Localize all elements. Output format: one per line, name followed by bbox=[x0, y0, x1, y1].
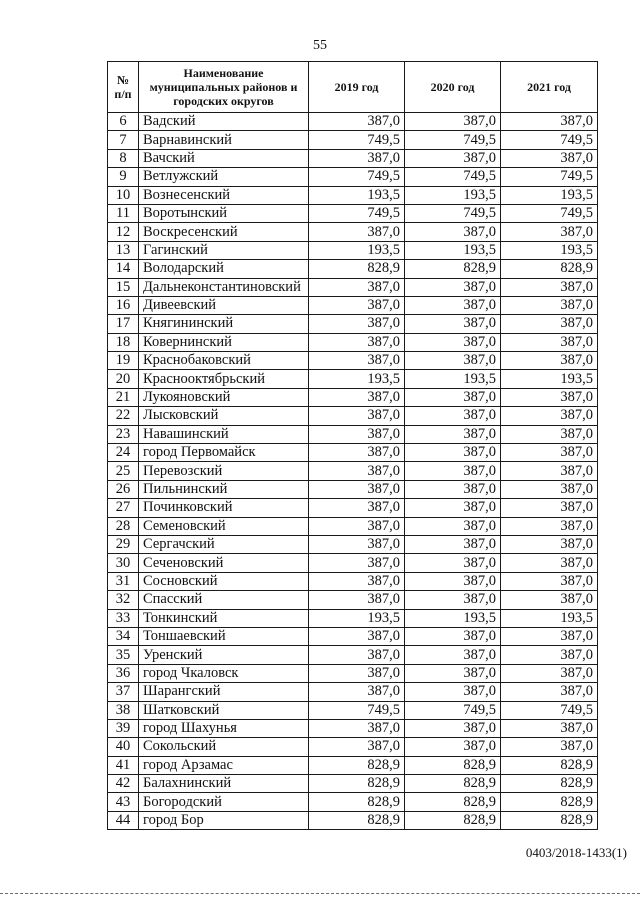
value-2021-cell: 387,0 bbox=[501, 683, 598, 701]
allocation-table bbox=[107, 61, 598, 830]
value-2020-cell: 749,5 bbox=[405, 204, 501, 222]
value-2020-cell: 749,5 bbox=[405, 701, 501, 719]
value-2020-cell: 387,0 bbox=[405, 223, 501, 241]
table-row bbox=[108, 591, 598, 609]
value-2019-cell: 387,0 bbox=[309, 719, 405, 737]
municipality-cell: Сеченовский bbox=[139, 554, 309, 572]
municipality-cell: Пильнинский bbox=[139, 480, 309, 498]
table-row bbox=[108, 149, 598, 167]
row-number-cell: 39 bbox=[108, 719, 139, 737]
table-row bbox=[108, 738, 598, 756]
value-2021-cell: 749,5 bbox=[501, 204, 598, 222]
value-2021-cell: 387,0 bbox=[501, 388, 598, 406]
value-2019-cell: 387,0 bbox=[309, 627, 405, 645]
value-2020-cell: 387,0 bbox=[405, 591, 501, 609]
value-2020-cell: 387,0 bbox=[405, 517, 501, 535]
value-2021-cell: 387,0 bbox=[501, 462, 598, 480]
table-row bbox=[108, 646, 598, 664]
table-row bbox=[108, 260, 598, 278]
row-number-cell: 43 bbox=[108, 793, 139, 811]
table-row bbox=[108, 627, 598, 645]
table-row bbox=[108, 701, 598, 719]
value-2019-cell: 193,5 bbox=[309, 370, 405, 388]
municipality-cell: Сосновский bbox=[139, 572, 309, 590]
value-2019-cell: 387,0 bbox=[309, 278, 405, 296]
table-row bbox=[108, 131, 598, 149]
header-municipality: Наименование муниципальных районов и городских округов bbox=[139, 62, 309, 113]
municipality-cell: Княгининский bbox=[139, 315, 309, 333]
row-number-cell: 28 bbox=[108, 517, 139, 535]
value-2021-cell: 828,9 bbox=[501, 811, 598, 829]
table-body bbox=[108, 113, 598, 830]
value-2019-cell: 828,9 bbox=[309, 260, 405, 278]
municipality-cell: Починковский bbox=[139, 499, 309, 517]
value-2020-cell: 828,9 bbox=[405, 756, 501, 774]
municipality-cell: Дальнеконстантиновский bbox=[139, 278, 309, 296]
value-2021-cell: 387,0 bbox=[501, 149, 598, 167]
value-2020-cell: 828,9 bbox=[405, 793, 501, 811]
value-2020-cell: 387,0 bbox=[405, 572, 501, 590]
table-row bbox=[108, 315, 598, 333]
value-2020-cell: 828,9 bbox=[405, 260, 501, 278]
value-2021-cell: 387,0 bbox=[501, 425, 598, 443]
value-2021-cell: 193,5 bbox=[501, 609, 598, 627]
row-number-cell: 6 bbox=[108, 113, 139, 131]
municipality-cell: Сергачский bbox=[139, 535, 309, 553]
table-row bbox=[108, 425, 598, 443]
table-header-row bbox=[108, 62, 598, 113]
value-2021-cell: 387,0 bbox=[501, 627, 598, 645]
value-2020-cell: 387,0 bbox=[405, 352, 501, 370]
row-number-cell: 22 bbox=[108, 407, 139, 425]
value-2019-cell: 387,0 bbox=[309, 223, 405, 241]
document-code: 0403/2018-1433(1) bbox=[525, 845, 627, 860]
value-2019-cell: 387,0 bbox=[309, 683, 405, 701]
table-row bbox=[108, 296, 598, 314]
value-2021-cell: 387,0 bbox=[501, 738, 598, 756]
table-row bbox=[108, 352, 598, 370]
table-row bbox=[108, 333, 598, 351]
row-number-cell: 29 bbox=[108, 535, 139, 553]
value-2020-cell: 387,0 bbox=[405, 315, 501, 333]
table-row bbox=[108, 113, 598, 131]
municipality-cell: Тонкинский bbox=[139, 609, 309, 627]
municipality-cell: Уренский bbox=[139, 646, 309, 664]
value-2020-cell: 387,0 bbox=[405, 149, 501, 167]
municipality-cell: Воскресенский bbox=[139, 223, 309, 241]
value-2019-cell: 749,5 bbox=[309, 701, 405, 719]
header-year-2021: 2021 год bbox=[501, 62, 598, 113]
table-row bbox=[108, 572, 598, 590]
table-row bbox=[108, 444, 598, 462]
table-row bbox=[108, 719, 598, 737]
scan-edge-line bbox=[0, 893, 640, 894]
value-2020-cell: 387,0 bbox=[405, 646, 501, 664]
table-row bbox=[108, 517, 598, 535]
value-2021-cell: 387,0 bbox=[501, 296, 598, 314]
value-2021-cell: 828,9 bbox=[501, 756, 598, 774]
value-2021-cell: 387,0 bbox=[501, 719, 598, 737]
value-2021-cell: 193,5 bbox=[501, 370, 598, 388]
table-row bbox=[108, 499, 598, 517]
value-2020-cell: 387,0 bbox=[405, 407, 501, 425]
value-2019-cell: 387,0 bbox=[309, 444, 405, 462]
municipality-cell: Краснобаковский bbox=[139, 352, 309, 370]
value-2021-cell: 387,0 bbox=[501, 517, 598, 535]
municipality-cell: Перевозский bbox=[139, 462, 309, 480]
table-row bbox=[108, 775, 598, 793]
value-2020-cell: 193,5 bbox=[405, 609, 501, 627]
table-row bbox=[108, 370, 598, 388]
value-2020-cell: 387,0 bbox=[405, 113, 501, 131]
value-2019-cell: 387,0 bbox=[309, 591, 405, 609]
municipality-cell: Сокольский bbox=[139, 738, 309, 756]
value-2019-cell: 387,0 bbox=[309, 499, 405, 517]
table-row bbox=[108, 811, 598, 829]
value-2019-cell: 387,0 bbox=[309, 646, 405, 664]
value-2020-cell: 387,0 bbox=[405, 535, 501, 553]
value-2019-cell: 828,9 bbox=[309, 811, 405, 829]
row-number-cell: 21 bbox=[108, 388, 139, 406]
value-2020-cell: 387,0 bbox=[405, 480, 501, 498]
row-number-cell: 8 bbox=[108, 149, 139, 167]
table-row bbox=[108, 223, 598, 241]
value-2019-cell: 387,0 bbox=[309, 462, 405, 480]
row-number-cell: 14 bbox=[108, 260, 139, 278]
value-2019-cell: 387,0 bbox=[309, 664, 405, 682]
municipality-cell: Шатковский bbox=[139, 701, 309, 719]
value-2019-cell: 749,5 bbox=[309, 204, 405, 222]
page-number: 55 bbox=[313, 38, 327, 53]
value-2019-cell: 387,0 bbox=[309, 333, 405, 351]
table-row bbox=[108, 241, 598, 259]
value-2021-cell: 387,0 bbox=[501, 535, 598, 553]
value-2020-cell: 387,0 bbox=[405, 444, 501, 462]
value-2021-cell: 387,0 bbox=[501, 499, 598, 517]
municipality-cell: Богородский bbox=[139, 793, 309, 811]
value-2020-cell: 193,5 bbox=[405, 186, 501, 204]
municipality-cell: Ветлужский bbox=[139, 168, 309, 186]
row-number-cell: 18 bbox=[108, 333, 139, 351]
municipality-cell: город Чкаловск bbox=[139, 664, 309, 682]
table-row bbox=[108, 683, 598, 701]
row-number-cell: 37 bbox=[108, 683, 139, 701]
value-2021-cell: 387,0 bbox=[501, 444, 598, 462]
municipality-cell: Вознесенский bbox=[139, 186, 309, 204]
municipality-cell: Вачский bbox=[139, 149, 309, 167]
value-2019-cell: 828,9 bbox=[309, 756, 405, 774]
table-row bbox=[108, 554, 598, 572]
table-row bbox=[108, 756, 598, 774]
value-2021-cell: 828,9 bbox=[501, 793, 598, 811]
municipality-cell: Балахнинский bbox=[139, 775, 309, 793]
table-row bbox=[108, 388, 598, 406]
municipality-cell: Семеновский bbox=[139, 517, 309, 535]
value-2021-cell: 387,0 bbox=[501, 664, 598, 682]
value-2021-cell: 387,0 bbox=[501, 352, 598, 370]
value-2019-cell: 387,0 bbox=[309, 535, 405, 553]
value-2021-cell: 749,5 bbox=[501, 131, 598, 149]
header-year-2020: 2020 год bbox=[405, 62, 501, 113]
value-2020-cell: 387,0 bbox=[405, 425, 501, 443]
municipality-cell: Тоншаевский bbox=[139, 627, 309, 645]
municipality-cell: город Шахунья bbox=[139, 719, 309, 737]
municipality-cell: город Первомайск bbox=[139, 444, 309, 462]
value-2020-cell: 387,0 bbox=[405, 278, 501, 296]
value-2019-cell: 193,5 bbox=[309, 186, 405, 204]
table-row bbox=[108, 535, 598, 553]
row-number-cell: 26 bbox=[108, 480, 139, 498]
value-2020-cell: 387,0 bbox=[405, 554, 501, 572]
row-number-cell: 27 bbox=[108, 499, 139, 517]
value-2020-cell: 387,0 bbox=[405, 388, 501, 406]
row-number-cell: 25 bbox=[108, 462, 139, 480]
table-row bbox=[108, 407, 598, 425]
row-number-cell: 32 bbox=[108, 591, 139, 609]
value-2020-cell: 828,9 bbox=[405, 811, 501, 829]
value-2019-cell: 387,0 bbox=[309, 572, 405, 590]
value-2019-cell: 387,0 bbox=[309, 352, 405, 370]
row-number-cell: 20 bbox=[108, 370, 139, 388]
row-number-cell: 34 bbox=[108, 627, 139, 645]
municipality-cell: Вадский bbox=[139, 113, 309, 131]
value-2020-cell: 387,0 bbox=[405, 462, 501, 480]
municipality-cell: город Бор bbox=[139, 811, 309, 829]
value-2021-cell: 387,0 bbox=[501, 591, 598, 609]
table-row bbox=[108, 793, 598, 811]
row-number-cell: 35 bbox=[108, 646, 139, 664]
row-number-cell: 44 bbox=[108, 811, 139, 829]
value-2019-cell: 387,0 bbox=[309, 517, 405, 535]
row-number-cell: 38 bbox=[108, 701, 139, 719]
municipality-cell: Воротынский bbox=[139, 204, 309, 222]
municipality-cell: Володарский bbox=[139, 260, 309, 278]
row-number-cell: 31 bbox=[108, 572, 139, 590]
value-2020-cell: 387,0 bbox=[405, 683, 501, 701]
table-row bbox=[108, 278, 598, 296]
value-2019-cell: 387,0 bbox=[309, 296, 405, 314]
value-2021-cell: 193,5 bbox=[501, 241, 598, 259]
row-number-cell: 23 bbox=[108, 425, 139, 443]
value-2019-cell: 387,0 bbox=[309, 315, 405, 333]
value-2021-cell: 193,5 bbox=[501, 186, 598, 204]
value-2021-cell: 387,0 bbox=[501, 278, 598, 296]
row-number-cell: 12 bbox=[108, 223, 139, 241]
value-2020-cell: 387,0 bbox=[405, 296, 501, 314]
row-number-cell: 41 bbox=[108, 756, 139, 774]
value-2020-cell: 193,5 bbox=[405, 370, 501, 388]
municipality-cell: город Арзамас bbox=[139, 756, 309, 774]
value-2021-cell: 387,0 bbox=[501, 407, 598, 425]
value-2020-cell: 387,0 bbox=[405, 664, 501, 682]
row-number-cell: 16 bbox=[108, 296, 139, 314]
value-2020-cell: 387,0 bbox=[405, 333, 501, 351]
municipality-cell: Гагинский bbox=[139, 241, 309, 259]
municipality-cell: Шарангский bbox=[139, 683, 309, 701]
row-number-cell: 33 bbox=[108, 609, 139, 627]
value-2019-cell: 193,5 bbox=[309, 241, 405, 259]
value-2021-cell: 387,0 bbox=[501, 480, 598, 498]
value-2021-cell: 828,9 bbox=[501, 260, 598, 278]
value-2019-cell: 387,0 bbox=[309, 738, 405, 756]
municipality-cell: Спасский bbox=[139, 591, 309, 609]
value-2020-cell: 749,5 bbox=[405, 168, 501, 186]
municipality-cell: Лысковский bbox=[139, 407, 309, 425]
row-number-cell: 19 bbox=[108, 352, 139, 370]
table-row bbox=[108, 168, 598, 186]
municipality-cell: Дивеевский bbox=[139, 296, 309, 314]
value-2019-cell: 387,0 bbox=[309, 407, 405, 425]
value-2021-cell: 828,9 bbox=[501, 775, 598, 793]
value-2021-cell: 387,0 bbox=[501, 223, 598, 241]
value-2019-cell: 387,0 bbox=[309, 425, 405, 443]
value-2020-cell: 193,5 bbox=[405, 241, 501, 259]
table-row bbox=[108, 664, 598, 682]
value-2019-cell: 387,0 bbox=[309, 113, 405, 131]
value-2020-cell: 387,0 bbox=[405, 719, 501, 737]
value-2021-cell: 387,0 bbox=[501, 315, 598, 333]
municipality-cell: Краснооктябрьский bbox=[139, 370, 309, 388]
table-row bbox=[108, 186, 598, 204]
value-2019-cell: 828,9 bbox=[309, 775, 405, 793]
value-2021-cell: 387,0 bbox=[501, 554, 598, 572]
municipality-cell: Навашинский bbox=[139, 425, 309, 443]
row-number-cell: 7 bbox=[108, 131, 139, 149]
value-2020-cell: 387,0 bbox=[405, 499, 501, 517]
value-2019-cell: 387,0 bbox=[309, 388, 405, 406]
municipality-cell: Лукояновский bbox=[139, 388, 309, 406]
row-number-cell: 15 bbox=[108, 278, 139, 296]
table-row bbox=[108, 204, 598, 222]
value-2019-cell: 387,0 bbox=[309, 149, 405, 167]
value-2021-cell: 387,0 bbox=[501, 113, 598, 131]
value-2021-cell: 749,5 bbox=[501, 168, 598, 186]
value-2019-cell: 387,0 bbox=[309, 480, 405, 498]
row-number-cell: 10 bbox=[108, 186, 139, 204]
row-number-cell: 24 bbox=[108, 444, 139, 462]
value-2020-cell: 387,0 bbox=[405, 627, 501, 645]
value-2020-cell: 387,0 bbox=[405, 738, 501, 756]
value-2019-cell: 387,0 bbox=[309, 554, 405, 572]
header-number: № п/п bbox=[108, 62, 139, 113]
table-row bbox=[108, 609, 598, 627]
municipality-cell: Варнавинский bbox=[139, 131, 309, 149]
value-2019-cell: 828,9 bbox=[309, 793, 405, 811]
value-2021-cell: 387,0 bbox=[501, 572, 598, 590]
header-year-2019: 2019 год bbox=[309, 62, 405, 113]
value-2020-cell: 749,5 bbox=[405, 131, 501, 149]
value-2019-cell: 749,5 bbox=[309, 131, 405, 149]
value-2021-cell: 387,0 bbox=[501, 333, 598, 351]
row-number-cell: 40 bbox=[108, 738, 139, 756]
value-2019-cell: 193,5 bbox=[309, 609, 405, 627]
row-number-cell: 36 bbox=[108, 664, 139, 682]
row-number-cell: 42 bbox=[108, 775, 139, 793]
table-row bbox=[108, 462, 598, 480]
table-row bbox=[108, 480, 598, 498]
municipality-cell: Ковернинский bbox=[139, 333, 309, 351]
row-number-cell: 30 bbox=[108, 554, 139, 572]
value-2021-cell: 749,5 bbox=[501, 701, 598, 719]
row-number-cell: 9 bbox=[108, 168, 139, 186]
row-number-cell: 13 bbox=[108, 241, 139, 259]
value-2019-cell: 749,5 bbox=[309, 168, 405, 186]
row-number-cell: 11 bbox=[108, 204, 139, 222]
row-number-cell: 17 bbox=[108, 315, 139, 333]
value-2020-cell: 828,9 bbox=[405, 775, 501, 793]
value-2021-cell: 387,0 bbox=[501, 646, 598, 664]
